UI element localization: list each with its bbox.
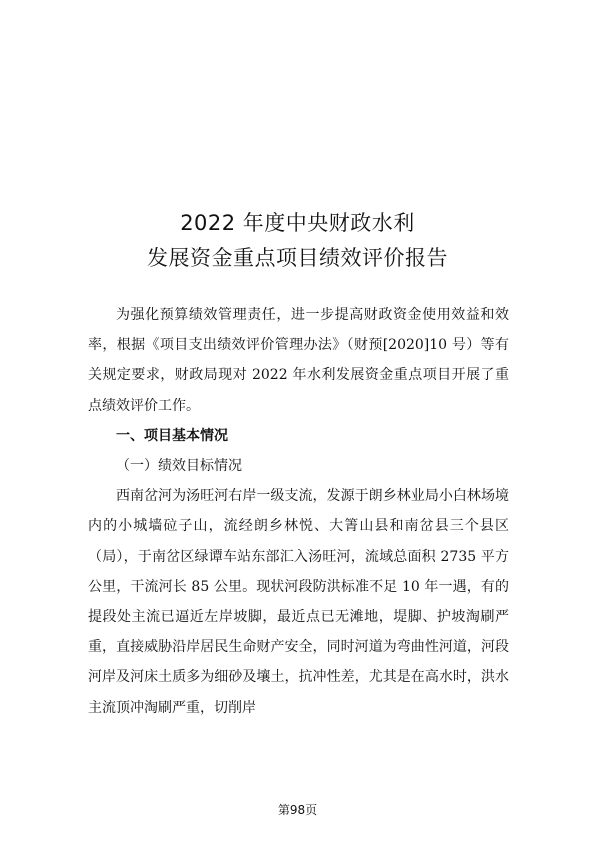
page-number: 第98页 (277, 803, 318, 817)
subsection-heading: （一）绩效目标情况 (116, 458, 242, 475)
report-body (88, 300, 509, 723)
section-heading: 一、项目基本情况 (116, 427, 228, 444)
intro-paragraph: 为强化预算绩效管理责任，进一步提高财政资金使用效益和效率，根据《项目支出绩效评价管理办法》（财预[2020]10 号）等有关规定要求，财政局现对 2022 年水利发展资金重点项目开展了重点绩效评价工作。 (88, 307, 509, 414)
report-title-line-1: 2022 年度中央财政水利 (180, 211, 415, 235)
report-title-line-2: 发展资金重点项目绩效评价报告 (147, 246, 448, 270)
body-paragraph: 西南岔河为汤旺河右岸一级支流，发源于朗乡林业局小白林场境内的小城墙砬子山，流经朗乡林悦、大箐山县和南岔县三个县区（局），于南岔区绿谭车站东部汇入汤旺河，流域总面积 2735 平方公里，干流河长 85 公里。现状河段防洪标准不足 10 年一遇，有的提段处主流已逼近左岸坡脚，最近点已无滩地，堤脚、护坡淘刷严重，直接威胁沿岸居民生命财产安全，同时河道为弯曲性河道，河段河岸及河床土质多为细砂及壤土，抗冲性差，尤其是在高水时，洪水主流顶冲淘刷严重，切削岸 (88, 488, 509, 716)
